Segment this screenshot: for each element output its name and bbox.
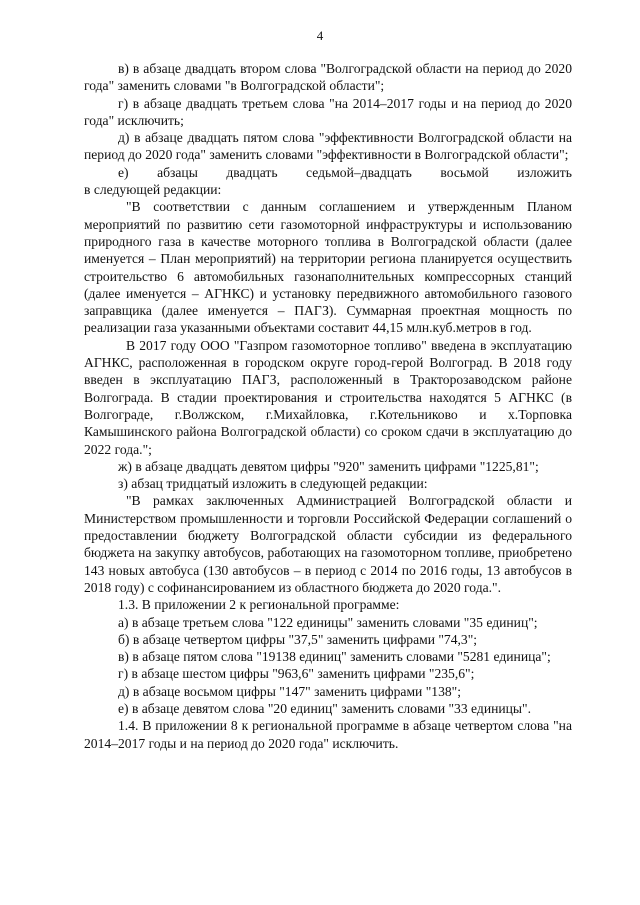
quote-paragraph: "В соответствии с данным соглашением и утвержденным Планом мероприятий по развитию сети газомоторной инфраструктуры и использованию природного газа в качестве моторного топлива в Волгоградской области (далее именуется – План мероприятий) на территории региона планируется осуществить строительство 6 автомобильных газонаполнительных компрессорных станций (далее именуется – АГНКС) и установку передвижного автомобильного газового заправщика (далее именуется – ПАГЗ). Суммарная проектная мощность по реализации газа указанными объектами составит 44,15 млн.куб.метров в год. [84, 199, 572, 336]
section-1-3-item: д) в абзаце восьмом цифры "147" заменить цифрами "138"; [118, 683, 461, 699]
section-1-3-item: в) в абзаце пятом слова "19138 единиц" заменить словами "5281 единица"; [118, 649, 551, 665]
section-1-3-item: б) в абзаце четвертом цифры "37,5" заменить цифрами "74,3"; [118, 631, 478, 647]
paragraph-item-z: з) абзац тридцатый изложить в следующей редакции: [118, 476, 428, 492]
item-e-word: абзацы [157, 164, 198, 180]
item-e-word: изложить [517, 164, 572, 180]
paragraph-item-e [84, 164, 572, 181]
page-number: 4 [316, 28, 324, 43]
item-e-continuation: в следующей редакции: [84, 182, 222, 198]
paragraph-item-g: г) в абзаце двадцать третьем слова "на 2014–2017 годы и на период до 2020 года" исключить; [84, 95, 572, 128]
paragraph-item-zh: ж) в абзаце двадцать девятом цифры "920" заменить цифрами "1225,81"; [118, 458, 539, 474]
quote-paragraph: В 2017 году ООО "Газпром газомоторное топливо" введена в эксплуатацию АГНКС, расположенная в городском округе город-герой Волгоград. В 2018 году введен в эксплуатацию ПАГЗ, расположенный в Тракторозаводском районе Волгограда. В стадии проектирования и строительства находятся 5 АГНКС (в Волгограде, г.Волжском, г.Михайловка, г.Котельниково и х.Торповка Камышинского района Волгоградской области) со сроком сдачи в эксплуатацию до 2022 года."; [84, 337, 572, 457]
paragraph-item-v: в) в абзаце двадцать втором слова "Волгоградской области на период до 2020 года" заменить словами "в Волгоградской области"; [84, 61, 572, 94]
section-1-4: 1.4. В приложении 8 к региональной программе в абзаце четвертом слова "на 2014–2017 годы и на период до 2020 года" исключить. [84, 718, 572, 751]
quote-paragraph: "В рамках заключенных Администрацией Волгоградской области и Министерством промышленности и торговли Российской Федерации соглашений о предоставлении бюджету Волгоградской области субсидии из федерального бюджета на закупку автобусов, работающих на газомоторном топливе, приобретено 143 новых автобуса (130 автобусов – в период с 2014 по 2016 годы, 13 автобусов в 2018 году) с софинансированием из областного бюджета до 2020 года.". [84, 493, 572, 595]
item-e-word: е) [118, 164, 129, 180]
document-body [84, 60, 572, 752]
item-e-word: восьмой [440, 164, 489, 180]
section-heading-1-3: 1.3. В приложении 2 к региональной программе: [118, 597, 400, 613]
paragraph-item-d: д) в абзаце двадцать пятом слова "эффективности Волгоградской области на период до 2020 года" заменить словами "эффективности в Волгоградской области"; [84, 130, 572, 163]
section-1-3-item: г) в абзаце шестом цифры "963,6" заменить цифрами "235,6"; [118, 666, 475, 682]
item-e-word: двадцать [226, 164, 278, 180]
item-e-word: седьмой–двадцать [306, 164, 412, 180]
section-1-3-item: е) в абзаце девятом слова "20 единиц" заменить словами "33 единицы". [118, 700, 532, 716]
section-1-3-item: а) в абзаце третьем слова "122 единицы" заменить словами "35 единиц"; [118, 614, 538, 630]
